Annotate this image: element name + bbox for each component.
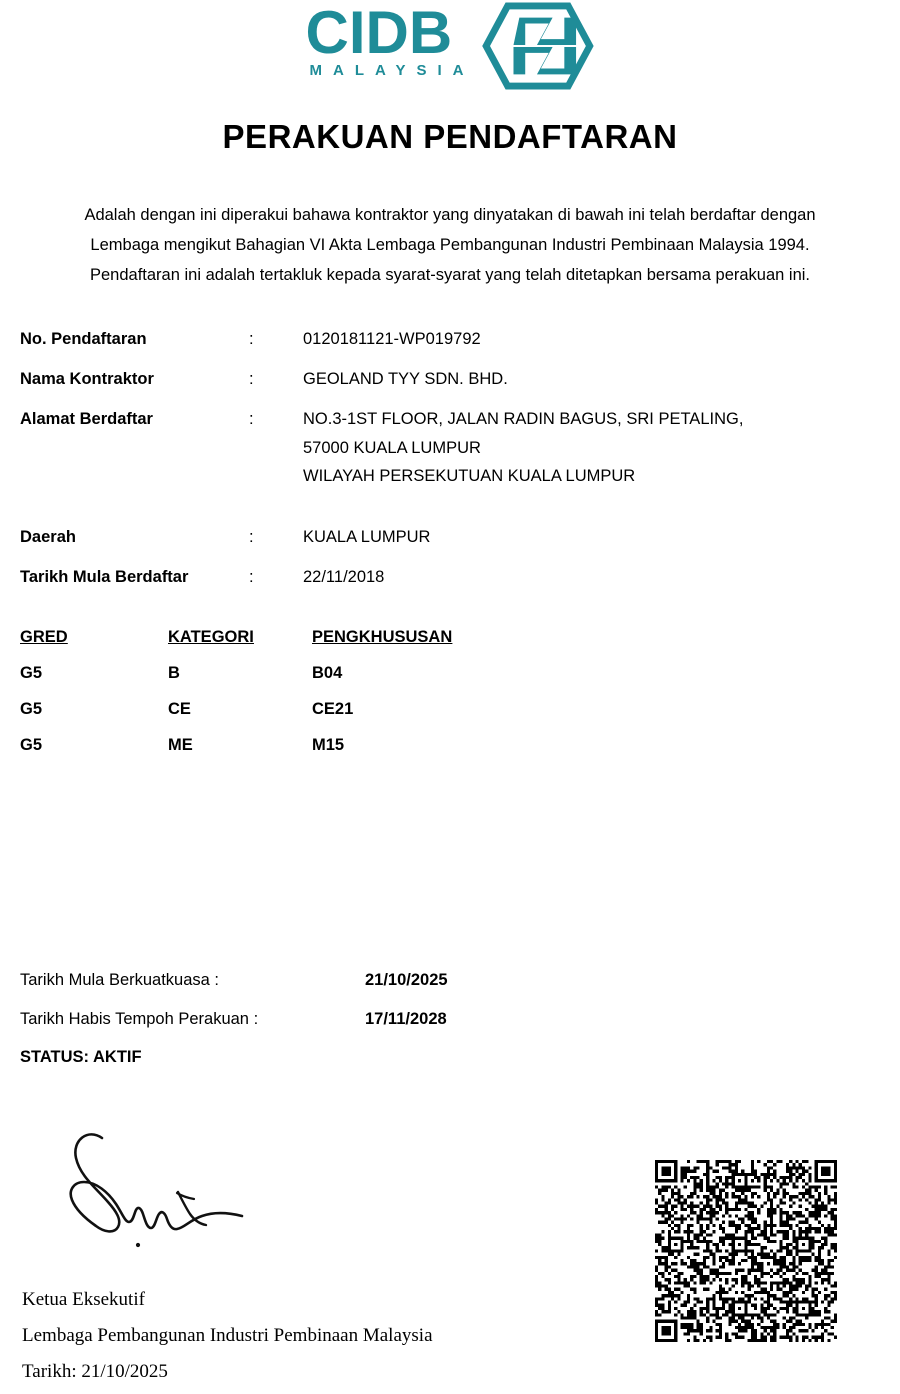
validity-section — [0, 971, 900, 1049]
validity-row-expiry-date — [0, 1010, 900, 1049]
table-header-kategori: KATEGORI — [168, 628, 254, 646]
detail-row-registration-no — [0, 330, 900, 370]
grade-category-table — [0, 628, 900, 772]
table-header-row — [0, 628, 900, 664]
footer-title: Ketua Eksekutif — [22, 1289, 145, 1310]
expiry-date-label: Tarikh Habis Tempoh Perakuan : — [20, 1010, 259, 1028]
registered-address-line-2: 57000 KUALA LUMPUR — [303, 439, 481, 457]
footer-organisation: Lembaga Pembangunan Industri Pembinaan Malaysia — [22, 1325, 433, 1346]
cell-gred: G5 — [20, 700, 43, 718]
handwritten-signature — [30, 1110, 260, 1260]
contractor-name-colon: : — [249, 370, 254, 388]
registered-address-line-3: WILAYAH PERSEKUTUAN KUALA LUMPUR — [303, 467, 636, 485]
intro-line-2: Lembaga mengikut Bahagian VI Akta Lembaga Pembangunan Industri Pembinaan Malaysia 1994. — [90, 236, 810, 254]
effective-date-value: 21/10/2025 — [365, 971, 448, 989]
cell-gred: G5 — [20, 664, 43, 682]
signature-footer — [22, 1282, 722, 1390]
footer-date: Tarikh: 21/10/2025 — [22, 1361, 168, 1382]
detail-row-contractor-name — [0, 370, 900, 410]
registration-details — [0, 330, 900, 608]
cidb-hexagon-h-icon — [476, 2, 594, 90]
validity-row-effective-date — [0, 971, 900, 1010]
status-badge: STATUS: AKTIF — [20, 1048, 142, 1066]
intro-line-1: Adalah dengan ini diperakui bahawa kontraktor yang dinyatakan di bawah ini telah berdaftar dengan — [84, 206, 816, 224]
contractor-name-value: GEOLAND TYY SDN. BHD. — [303, 370, 508, 388]
cidb-logo — [0, 2, 900, 98]
cell-kategori: CE — [168, 700, 191, 718]
table-row — [0, 700, 900, 736]
contractor-name-label: Nama Kontraktor — [20, 370, 154, 388]
effective-date-label: Tarikh Mula Berkuatkuasa : — [20, 971, 220, 989]
expiry-date-value: 17/11/2028 — [365, 1010, 447, 1028]
logo-subtext: MALAYSIA — [309, 62, 475, 79]
registered-address-colon: : — [249, 410, 254, 428]
cell-kategori: ME — [168, 736, 193, 754]
cell-pengkhususan: B04 — [312, 664, 343, 682]
intro-paragraph — [22, 200, 878, 290]
table-header-gred: GRED — [20, 628, 68, 646]
cell-pengkhususan: CE21 — [312, 700, 354, 718]
detail-row-district — [0, 528, 900, 568]
district-value: KUALA LUMPUR — [303, 528, 431, 546]
registration-start-date-label: Tarikh Mula Berdaftar — [20, 568, 189, 586]
table-row — [0, 736, 900, 772]
cell-gred: G5 — [20, 736, 43, 754]
intro-line-3: Pendaftaran ini adalah tertakluk kepada syarat-syarat yang telah ditetapkan bersama perakuan ini. — [89, 266, 811, 284]
logo-wordmark: CIDB — [305, 0, 453, 66]
registered-address-label: Alamat Berdaftar — [20, 410, 153, 428]
registration-start-date-colon: : — [249, 568, 254, 586]
page-title: PERAKUAN PENDAFTARAN — [222, 118, 678, 155]
cell-kategori: B — [168, 664, 180, 682]
district-label: Daerah — [20, 528, 76, 546]
detail-row-registration-start-date — [0, 568, 900, 608]
detail-row-registered-address — [0, 410, 900, 528]
table-row — [0, 664, 900, 700]
cell-pengkhususan: M15 — [312, 736, 345, 754]
registration-start-date-value: 22/11/2018 — [303, 568, 385, 586]
registration-no-label: No. Pendaftaran — [20, 330, 147, 348]
registration-no-value: 0120181121-WP019792 — [303, 330, 481, 348]
registration-no-colon: : — [249, 330, 254, 348]
district-colon: : — [249, 528, 254, 546]
registered-address-line-1: NO.3-1ST FLOOR, JALAN RADIN BAGUS, SRI PETALING, — [303, 410, 744, 428]
table-header-pengkhususan: PENGKHUSUSAN — [312, 628, 453, 646]
